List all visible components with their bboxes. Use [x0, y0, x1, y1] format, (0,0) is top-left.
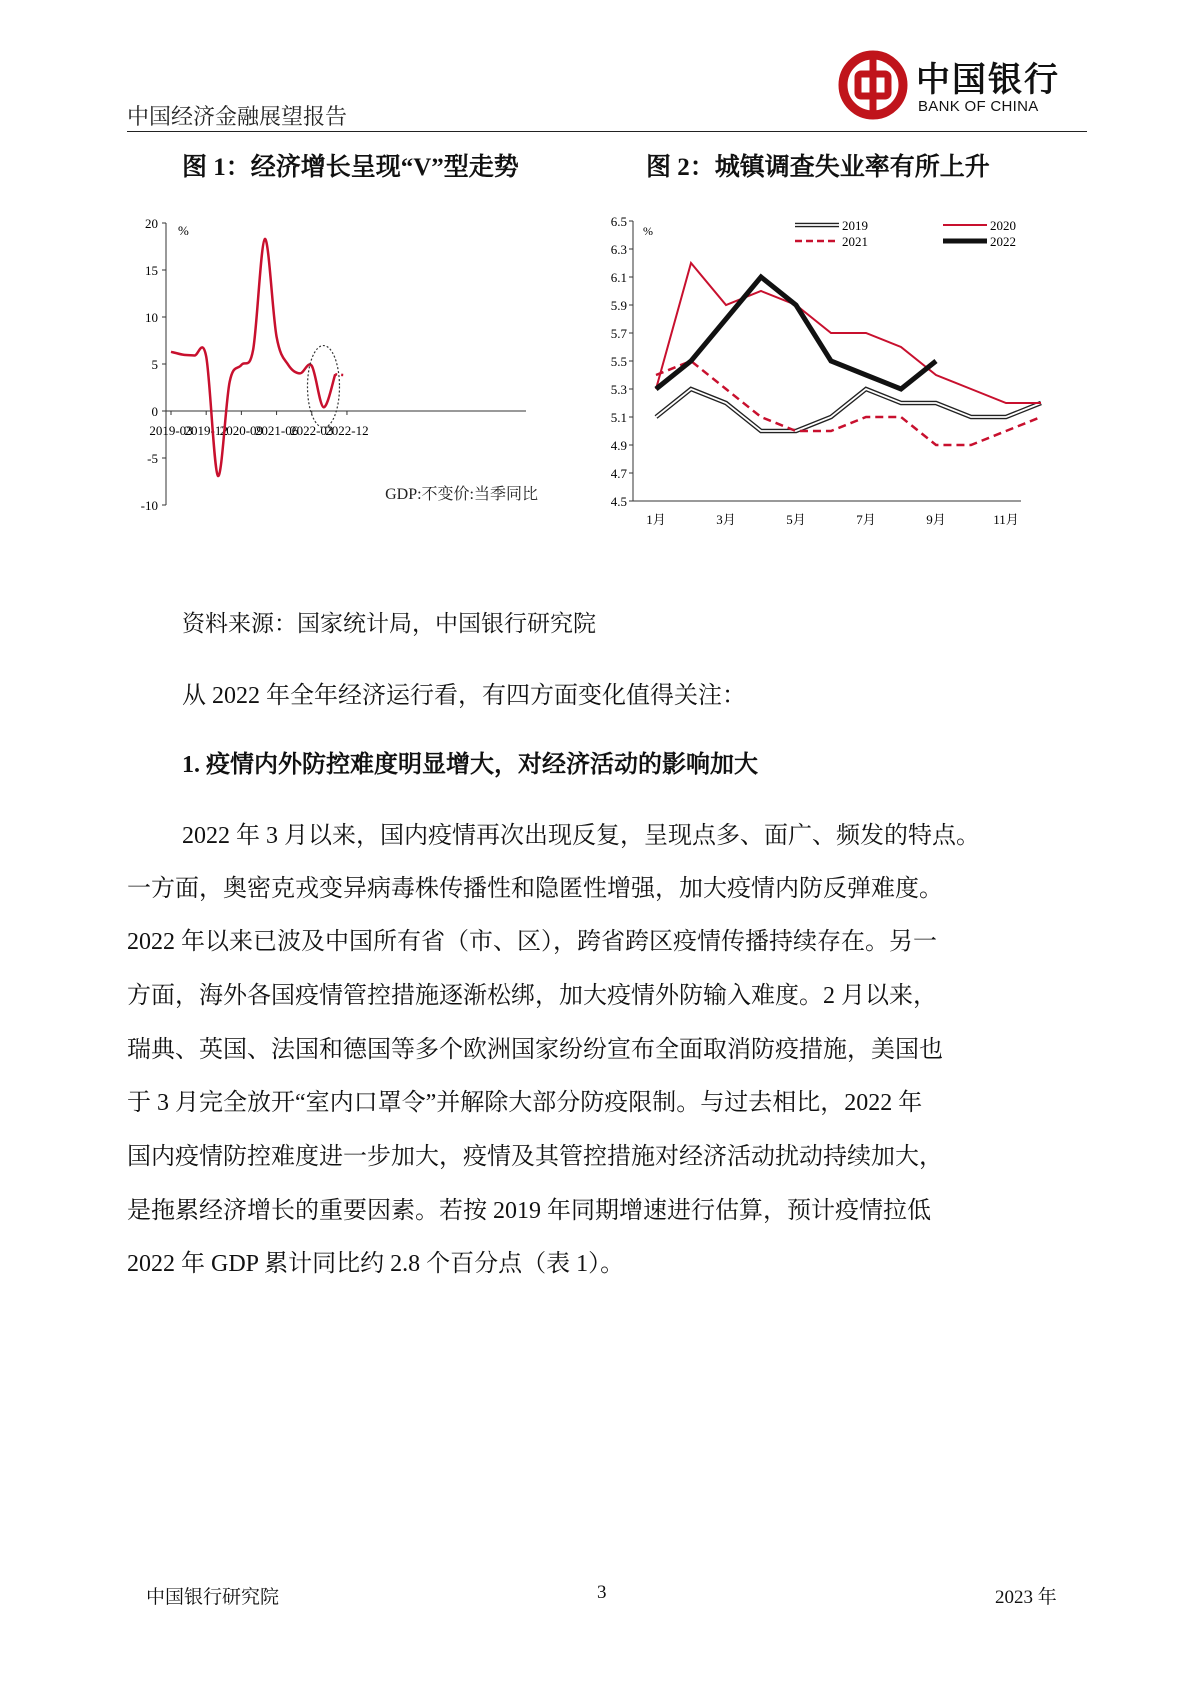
y-tick-label: 5.3 — [610, 382, 627, 397]
body-line: 2022 年以来已波及中国所有省（市、区），跨省跨区疫情传播持续存在。另一 — [127, 929, 937, 955]
x-tick-label: 11月 — [993, 512, 1019, 527]
body-line: 方面，海外各国疫情管控措施逐渐松绑，加大疫情外防输入难度。2 月以来， — [127, 983, 937, 1009]
x-tick-label: 2022-12 — [325, 423, 369, 438]
body-line: 是拖累经济增长的重要因素。若按 2019 年同期增速进行估算，预计疫情拉低 — [127, 1198, 931, 1224]
header-divider — [127, 131, 1087, 132]
y-tick-label: 5 — [151, 357, 158, 372]
x-tick-label: 2021-06 — [254, 423, 299, 438]
body-line: 于 3 月完全放开“室内口罩令”并解除大部分防疫限制。与过去相比，2022 年 — [127, 1090, 923, 1116]
unemployment-rate-chart — [605, 215, 1075, 575]
body-line: 瑞典、英国、法国和德国等多个欧洲国家纷纷宣布全面取消防疫措施，美国也 — [127, 1037, 943, 1063]
figure-1-title: 图 1：经济增长呈现“V”型走势 — [182, 154, 519, 181]
y-tick-label: 15 — [145, 263, 158, 278]
x-tick-label: 9月 — [926, 512, 946, 527]
unemployment-line-2019 — [656, 389, 1041, 431]
body-line: 一方面，奥密克戎变异病毒株传播性和隐匿性增强，加大疫情内防反弹难度。 — [127, 876, 943, 902]
y-tick-label: -5 — [147, 451, 158, 466]
y-tick-label: -10 — [140, 498, 158, 513]
y-unit-label: % — [178, 223, 189, 238]
y-tick-label: 5.9 — [610, 298, 627, 313]
y-tick-label: 20 — [145, 216, 158, 231]
x-tick-label: 2019-03 — [149, 423, 193, 438]
page-number: 3 — [597, 1582, 607, 1603]
body-line: 2022 年 3 月以来，国内疫情再次出现反复，呈现点多、面广、频发的特点。 — [182, 823, 980, 849]
y-tick-label: 5.5 — [610, 354, 627, 369]
data-source-note: 资料来源：国家统计局，中国银行研究院 — [182, 611, 596, 636]
x-tick-label: 7月 — [856, 512, 876, 527]
y-tick-label: 5.1 — [610, 410, 627, 425]
gdp-growth-line — [171, 239, 335, 476]
x-tick-label: 1月 — [646, 512, 666, 527]
section-heading-1: 1. 疫情内外防控难度明显增大，对经济活动的影响加大 — [182, 752, 758, 778]
y-tick-label: 6.3 — [610, 242, 627, 257]
bank-name-en: BANK OF CHINA — [918, 98, 1039, 115]
y-tick-label: 4.9 — [610, 438, 627, 453]
x-tick-label: 3月 — [716, 512, 736, 527]
unemployment-line-2022 — [656, 277, 936, 389]
y-unit-label: % — [643, 224, 653, 238]
gdp-forecast-line — [335, 374, 347, 375]
gdp-growth-chart — [130, 215, 590, 565]
legend-label: 2022 — [990, 234, 1016, 249]
x-tick-label: 2022-03 — [290, 423, 334, 438]
unemployment-line-2019-inner — [656, 389, 1041, 431]
intro-paragraph: 从 2022 年全年经济运行看，有四方面变化值得关注： — [182, 683, 746, 709]
legend-label: 2020 — [990, 218, 1016, 233]
report-title: 中国经济金融展望报告 — [127, 104, 348, 129]
highlight-circle — [307, 346, 339, 428]
x-tick-label: 2019-12 — [184, 423, 228, 438]
bank-logo — [838, 50, 1078, 120]
body-line: 国内疫情防控难度进一步加大，疫情及其管控措施对经济活动扰动持续加大， — [127, 1144, 943, 1170]
footer-year: 2023 年 — [995, 1587, 1057, 1608]
legend-label: 2019 — [842, 218, 868, 233]
x-tick-label: 2020-09 — [219, 423, 264, 438]
y-tick-label: 5.7 — [610, 326, 627, 341]
legend-label: 2021 — [842, 234, 868, 249]
footer-institute: 中国银行研究院 — [146, 1587, 280, 1608]
body-line: 2022 年 GDP 累计同比约 2.8 个百分点（表 1）。 — [127, 1251, 625, 1277]
y-tick-label: 0 — [151, 404, 158, 419]
y-tick-label: 4.7 — [610, 466, 627, 481]
y-tick-label: 6.5 — [610, 214, 627, 229]
bank-logo-icon — [838, 50, 908, 120]
y-tick-label: 4.5 — [610, 494, 627, 509]
x-tick-label: 5月 — [786, 512, 806, 527]
gdp-series-note: GDP:不变价:当季同比 — [385, 486, 538, 503]
figure-2-title: 图 2：城镇调查失业率有所上升 — [646, 154, 990, 181]
bank-name-cn: 中国银行 — [916, 62, 1060, 99]
y-tick-label: 6.1 — [610, 270, 627, 285]
y-tick-label: 10 — [145, 310, 158, 325]
